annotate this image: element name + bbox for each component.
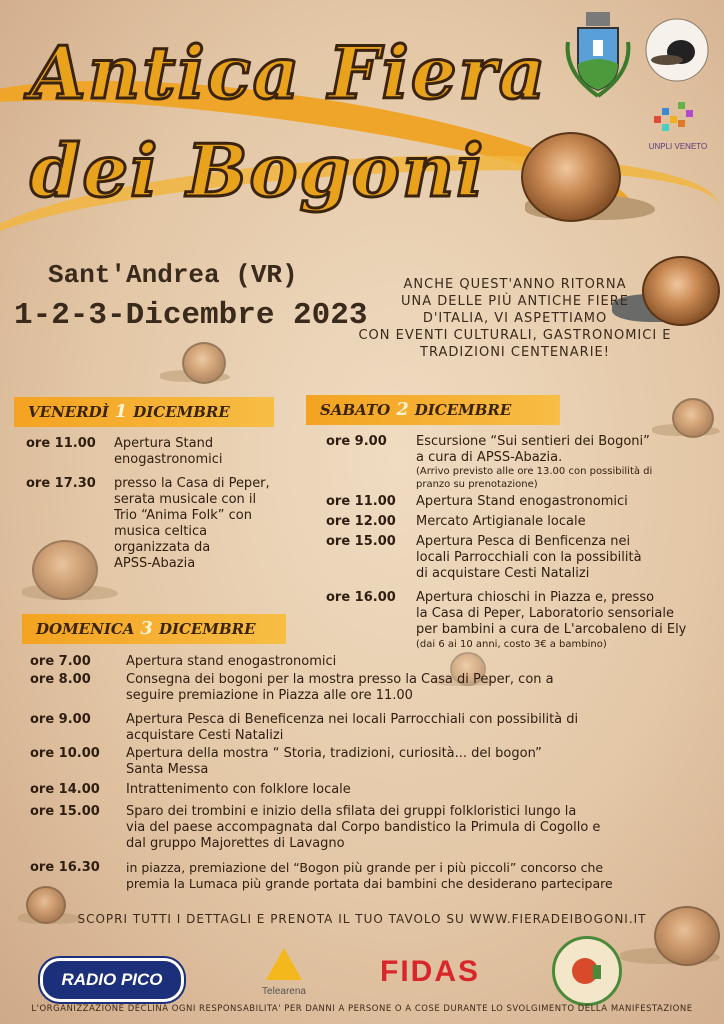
sunday-event-1 [30,654,710,672]
event-text: in piazza, premiazione del “Bogon più grande per i più piccoli” concorso che premia la Lumaca più grande portata dai bambini che desiderano partecipare [126,860,613,891]
sunday-event-6 [30,804,710,858]
saturday-event-3 [326,514,716,532]
event-time: ore 17.30 [26,476,96,491]
event-time: ore 12.00 [326,514,396,529]
intro-text: ANCHE QUEST'ANNO RITORNA UNA DELLE PIÙ ANTICHE FIERE D'ITALIA, VI ASPETTIAMO CON EVENTI CULTURALI, GASTRONOMICI E TRADIZIONI CENTENARIE! [358,277,672,360]
saturday-event-2 [326,494,716,512]
event-note: (Arrivo previsto alle ore 13.00 con possibilità di pranzo su prenotazione) [416,466,653,490]
friday-num: 1 [114,401,128,422]
dates-text: 1-2-3-Dicembre 2023 [14,298,368,333]
sunday-month: DICEMBRE [158,620,256,638]
event-time: ore 7.00 [30,654,91,669]
friday-event-2 [26,476,306,576]
sunday-event-7 [30,860,710,896]
saturday-event-1 [326,434,716,490]
event-time: ore 15.00 [30,804,100,819]
event-text: Intrattenimento con folklore locale [126,782,351,797]
title-line-2: dei Bogoni [30,128,486,213]
friday-banner [14,397,274,427]
fidas-logo [380,952,480,992]
friday-event-1 [26,436,306,470]
event-text: Apertura chioschi in Piazza e, presso la Casa di Peper, Laboratorio sensoriale per bambini a cura de L'arcobaleno di Ely [416,590,687,637]
sunday-banner [22,614,286,644]
snail-small-2 [652,396,720,438]
disclaimer-text: L'ORGANIZZAZIONE DECLINA OGNI RESPONSABILITA' PER DANNI A PERSONE O A COSE DURANTE LO SVOLGIMENTO DELLA MANIFESTAZIONE [31,1004,693,1014]
event-text: Escursione “Sui sentieri dei Bogoni” a cura di APSS-Abazia. [416,434,650,465]
municipality-crest-logo [562,12,634,100]
telearena-logo [254,946,314,1002]
snail-association-logo [645,18,709,82]
sunday-event-4 [30,746,710,782]
radio-pico-logo [40,958,184,1002]
event-time: ore 15.00 [326,534,396,549]
telearena-label: Telearena [262,986,306,997]
event-text: Consegna dei bogoni per la mostra presso la Casa di Peper, con a seguire premiazione in Piazza alle ore 11.00 [126,672,554,703]
event-text: Apertura stand enogastronomici [126,654,337,669]
event-text: presso la Casa di Peper, serata musicale con il Trio “Anima Folk” con musica celtica organizzata da APSS-Abazia [114,476,270,571]
sunday-event-5 [30,782,710,800]
event-time: ore 16.30 [30,860,100,875]
event-time: ore 8.00 [30,672,91,687]
large-snail-illustration [515,128,655,238]
saturday-num: 2 [396,399,409,420]
saturday-event-5 [326,590,718,654]
saturday-banner [306,395,560,425]
saturday-event-4 [326,534,716,584]
event-time: ore 9.00 [30,712,91,727]
event-time: ore 11.00 [26,436,96,451]
friday-month: DICEMBRE [133,403,230,421]
radio-pico-label: RADIO PICO [61,970,163,989]
event-time: ore 14.00 [30,782,100,797]
unpli-veneto-label: UNPLI VENETO [648,142,708,151]
location-text: Sant'Andrea (VR) [48,260,298,290]
event-time: ore 16.00 [326,590,396,605]
event-text: Mercato Artigianale locale [416,514,586,529]
piccoli-logo [552,936,622,1006]
event-text: Sparo dei trombini e inizio della sfilata dei gruppi folkloristici lungo la via del paese accompagnata dal Corpo bandistico la Primula di Cogollo e dal gruppo Majorettes di Lavagno [126,804,601,851]
fidas-label: FIDAS [380,955,480,988]
unpli-veneto-logo [648,98,708,154]
event-time: ore 11.00 [326,494,396,509]
event-text: Apertura della mostra “ Storia, tradizioni, curiosità... del bogon” Santa Messa [126,746,542,777]
friday-day: VENERDÌ [28,403,109,421]
saturday-day: SABATO [320,401,391,419]
event-time: ore 9.00 [326,434,387,449]
sunday-event-3 [30,712,710,748]
snail-small-1 [160,340,230,386]
event-time: ore 10.00 [30,746,100,761]
event-text: Apertura Pesca di Benficenza nei locali Parrocchiali con la possibilità di acquistare Cesti Natalizi [416,534,642,581]
website-cta: SCOPRI TUTTI I DETTAGLI E PRENOTA IL TUO TAVOLO SU WWW.FIERADEIBOGONI.IT [77,912,647,926]
sunday-event-2 [30,672,710,708]
event-text: Apertura Stand enogastronomici [114,436,223,467]
event-note: (dai 6 ai 10 anni, costo 3€ a bambino) [416,639,607,650]
saturday-month: DICEMBRE [414,401,512,419]
sunday-day: DOMENICA [36,620,135,638]
title-line-1: Antica Fiera [30,30,548,115]
sunday-num: 3 [140,618,153,639]
event-text: Apertura Stand enogastronomici [416,494,628,509]
event-text: Apertura Pesca di Beneficenza nei locali Parrocchiali con possibilità di acquistare Cesti Natalizi [126,712,579,743]
